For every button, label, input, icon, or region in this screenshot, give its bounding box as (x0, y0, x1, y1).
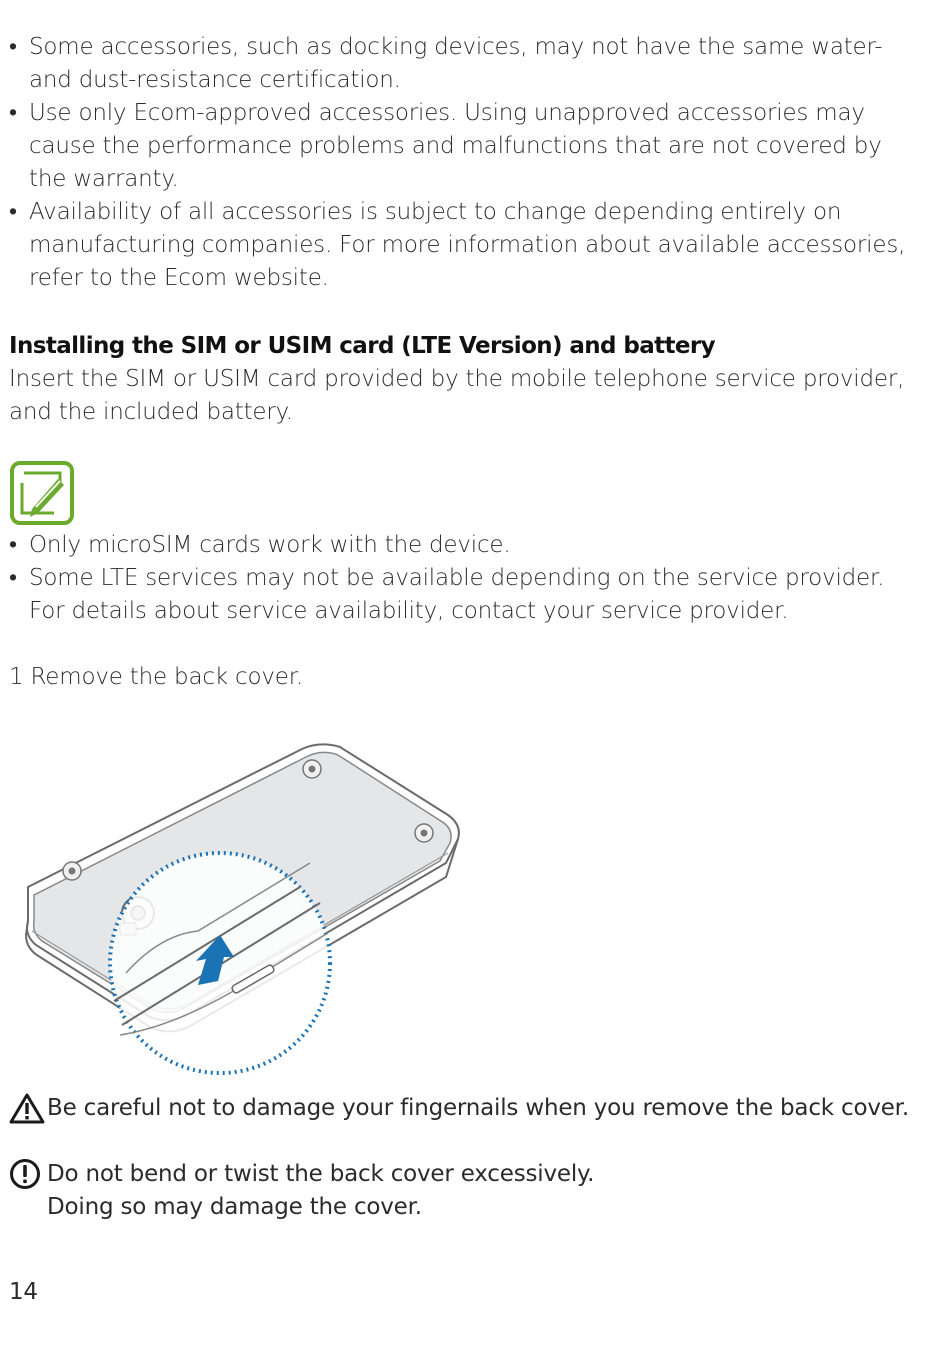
note-bullet-list (9, 529, 909, 628)
bullet-line: • Some LTE services may not be available depending on the service provider. (29, 565, 885, 591)
accessory-bullet-list (9, 31, 909, 295)
bullet-line: cause the performance problems and malfunctions that are not covered by (29, 133, 882, 159)
caution-text (47, 1158, 594, 1224)
bullet-item (9, 196, 909, 295)
warning-text: Be careful not to damage your fingernails when you remove the back cover. (47, 1095, 909, 1121)
warning-triangle-icon (9, 1092, 45, 1124)
step-1: 1 Remove the back cover. (9, 664, 303, 690)
bullet-line: manufacturing companies. For more information about available accessories, (29, 232, 906, 258)
bullet-item (9, 31, 909, 97)
section-intro-line: and the included battery. (9, 399, 293, 425)
bullet-line: and dust-resistance certification. (29, 67, 401, 93)
bullet-item (9, 562, 909, 628)
bullet-item (9, 97, 909, 196)
bullet-line: For details about service availability, contact your service provider. (29, 598, 789, 624)
remove-back-cover-illustration (10, 735, 475, 1080)
bullet-line: • Availability of all accessories is subject to change depending entirely on (29, 199, 842, 225)
bullet-line: the warranty. (29, 166, 179, 192)
page-number: 14 (9, 1279, 38, 1305)
caution-exclamation-icon (9, 1158, 41, 1190)
bullet-line: • Only microSIM cards work with the device. (29, 532, 511, 558)
bullet-line: • Some accessories, such as docking devices, may not have the same water- (29, 34, 883, 60)
section-intro-line: Insert the SIM or USIM card provided by the mobile telephone service provider, (9, 366, 905, 392)
bullet-line: • Use only Ecom-approved accessories. Using unapproved accessories may (29, 100, 865, 126)
note-pen-icon (10, 461, 74, 525)
caution-line: Do not bend or twist the back cover excessively. (47, 1161, 595, 1187)
bullet-item (9, 529, 909, 562)
caution-line: Doing so may damage the cover. (47, 1194, 422, 1220)
bullet-line: refer to the Ecom website. (29, 265, 329, 291)
section-intro (9, 363, 909, 429)
section-heading: Installing the SIM or USIM card (LTE Version) and battery (9, 333, 716, 359)
